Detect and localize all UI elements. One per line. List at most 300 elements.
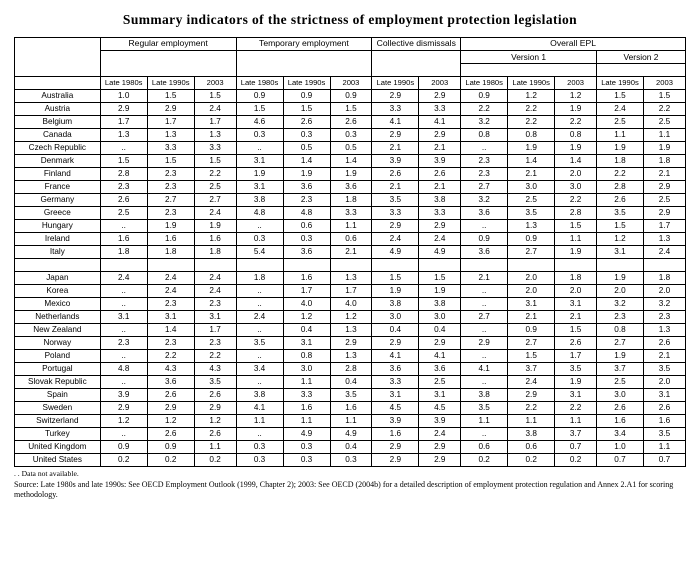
table-cell: 3.1 xyxy=(555,389,597,402)
row-country-label: Korea xyxy=(15,285,101,298)
row-country-label: Poland xyxy=(15,350,101,363)
separator-cell xyxy=(461,259,508,272)
table-cell: 0.3 xyxy=(236,454,283,467)
table-cell: 3.1 xyxy=(147,311,194,324)
header-year-0: Late 1980s xyxy=(100,77,147,90)
table-cell: 2.6 xyxy=(100,194,147,207)
table-cell: 2.9 xyxy=(372,441,419,454)
table-cell: 1.0 xyxy=(596,441,643,454)
table-cell: 3.0 xyxy=(555,181,597,194)
separator-cell xyxy=(100,259,147,272)
table-cell: 2.8 xyxy=(330,363,372,376)
header-year-7: 2003 xyxy=(419,77,461,90)
row-country-label: United States xyxy=(15,454,101,467)
row-country-label: Sweden xyxy=(15,402,101,415)
table-cell: 1.7 xyxy=(330,285,372,298)
table-cell: 3.9 xyxy=(419,155,461,168)
row-country-label: Japan xyxy=(15,272,101,285)
table-cell: 1.7 xyxy=(100,116,147,129)
table-cell: 2.2 xyxy=(508,103,555,116)
table-cell: 1.4 xyxy=(508,155,555,168)
table-cell: 2.9 xyxy=(147,103,194,116)
table-cell: 2.5 xyxy=(100,207,147,220)
table-cell: 2.5 xyxy=(508,194,555,207)
table-cell: 0.3 xyxy=(236,441,283,454)
table-cell: 1.6 xyxy=(147,233,194,246)
table-cell: 2.1 xyxy=(461,272,508,285)
table-cell: 3.0 xyxy=(508,181,555,194)
table-cell: 2.7 xyxy=(596,337,643,350)
table-cell: .. xyxy=(100,350,147,363)
table-cell: 2.9 xyxy=(644,207,686,220)
table-cell: 1.9 xyxy=(555,246,597,259)
table-cell: 2.2 xyxy=(555,194,597,207)
table-cell: 2.4 xyxy=(194,103,236,116)
table-cell: 2.1 xyxy=(419,181,461,194)
table-cell: 1.6 xyxy=(372,428,419,441)
table-row xyxy=(15,155,686,168)
table-cell: 0.3 xyxy=(236,233,283,246)
table-cell: 1.3 xyxy=(330,272,372,285)
table-cell: 3.0 xyxy=(283,363,330,376)
table-cell: 2.3 xyxy=(100,337,147,350)
table-cell: 1.2 xyxy=(596,233,643,246)
table-cell: 1.3 xyxy=(100,129,147,142)
table-cell: 3.6 xyxy=(419,363,461,376)
table-cell: 2.3 xyxy=(644,311,686,324)
table-cell: 2.2 xyxy=(555,116,597,129)
table-cell: 1.8 xyxy=(194,246,236,259)
table-cell: 1.6 xyxy=(100,233,147,246)
table-cell: 3.3 xyxy=(372,103,419,116)
row-country-label: Austria xyxy=(15,103,101,116)
table-cell: 1.1 xyxy=(283,376,330,389)
table-cell: 2.2 xyxy=(644,103,686,116)
table-cell: 0.9 xyxy=(461,90,508,103)
table-cell: 1.4 xyxy=(147,324,194,337)
table-cell: 3.5 xyxy=(372,194,419,207)
row-country-label: Norway xyxy=(15,337,101,350)
table-cell: .. xyxy=(236,285,283,298)
table-cell: 2.4 xyxy=(194,272,236,285)
header-year-12: 2003 xyxy=(644,77,686,90)
table-cell: 1.5 xyxy=(372,272,419,285)
table-row xyxy=(15,311,686,324)
table-cell: 2.1 xyxy=(372,181,419,194)
table-cell: 1.9 xyxy=(508,142,555,155)
table-cell: 3.5 xyxy=(596,207,643,220)
table-cell: 0.3 xyxy=(283,129,330,142)
table-cell: 2.4 xyxy=(194,207,236,220)
table-cell: 3.6 xyxy=(330,181,372,194)
table-cell: 2.9 xyxy=(419,129,461,142)
table-row xyxy=(15,389,686,402)
table-cell: 3.3 xyxy=(419,207,461,220)
table-cell: 4.9 xyxy=(372,246,419,259)
page-title: Summary indicators of the strictness of employment protection legislation xyxy=(122,12,578,27)
table-cell: 0.6 xyxy=(283,220,330,233)
table-cell: 0.9 xyxy=(461,233,508,246)
table-cell: 2.5 xyxy=(644,194,686,207)
table-cell: 1.1 xyxy=(236,415,283,428)
table-cell: 2.6 xyxy=(644,402,686,415)
table-cell: .. xyxy=(461,285,508,298)
table-cell: 2.6 xyxy=(596,402,643,415)
table-cell: 1.9 xyxy=(194,220,236,233)
table-cell: 1.4 xyxy=(283,155,330,168)
table-cell: 3.9 xyxy=(100,389,147,402)
table-cell: 2.4 xyxy=(147,285,194,298)
table-cell: 2.2 xyxy=(555,402,597,415)
table-cell: 3.4 xyxy=(596,428,643,441)
table-cell: 2.0 xyxy=(644,376,686,389)
table-cell: 2.2 xyxy=(194,168,236,181)
row-country-label: Greece xyxy=(15,207,101,220)
table-cell: 3.9 xyxy=(372,155,419,168)
header-year-6: Late 1990s xyxy=(372,77,419,90)
table-cell: .. xyxy=(100,324,147,337)
table-cell: 1.3 xyxy=(194,129,236,142)
table-cell: 4.6 xyxy=(236,116,283,129)
table-cell: 2.4 xyxy=(100,272,147,285)
table-cell: 0.5 xyxy=(330,142,372,155)
corner-cell xyxy=(15,38,101,77)
table-cell: 4.8 xyxy=(236,207,283,220)
table-cell: 0.2 xyxy=(100,454,147,467)
table-cell: 3.7 xyxy=(555,428,597,441)
table-cell: 1.8 xyxy=(236,272,283,285)
table-cell: 2.9 xyxy=(372,90,419,103)
table-cell: 2.9 xyxy=(100,402,147,415)
table-cell: 3.1 xyxy=(596,246,643,259)
table-cell: 1.5 xyxy=(194,90,236,103)
table-cell: 2.2 xyxy=(461,103,508,116)
table-cell: 1.7 xyxy=(555,350,597,363)
table-cell: 1.5 xyxy=(283,103,330,116)
table-cell: 0.9 xyxy=(236,90,283,103)
table-cell: 3.9 xyxy=(419,415,461,428)
table-cell: 2.4 xyxy=(419,233,461,246)
table-cell: 1.9 xyxy=(596,350,643,363)
table-cell: 1.5 xyxy=(596,220,643,233)
table-cell: 2.1 xyxy=(644,350,686,363)
separator-cell xyxy=(194,259,236,272)
table-row xyxy=(15,350,686,363)
table-cell: 2.3 xyxy=(194,298,236,311)
table-cell: 3.8 xyxy=(372,298,419,311)
table-cell: 2.4 xyxy=(419,428,461,441)
separator-cell xyxy=(236,259,283,272)
table-cell: 3.1 xyxy=(236,155,283,168)
table-cell: 3.5 xyxy=(644,428,686,441)
table-cell: 4.8 xyxy=(283,207,330,220)
table-cell: 2.3 xyxy=(147,181,194,194)
table-cell: 3.2 xyxy=(644,298,686,311)
table-cell: 2.5 xyxy=(596,376,643,389)
table-cell: 2.0 xyxy=(596,285,643,298)
table-cell: 0.9 xyxy=(100,441,147,454)
table-cell: 1.9 xyxy=(419,285,461,298)
row-country-label: Italy xyxy=(15,246,101,259)
table-cell: 2.4 xyxy=(596,103,643,116)
table-cell: 2.2 xyxy=(508,402,555,415)
table-cell: 2.9 xyxy=(372,454,419,467)
separator-cell xyxy=(283,259,330,272)
table-cell: 0.2 xyxy=(555,454,597,467)
table-cell: 1.8 xyxy=(100,246,147,259)
table-cell: 0.7 xyxy=(644,454,686,467)
table-cell: 2.9 xyxy=(419,220,461,233)
table-cell: 1.5 xyxy=(100,155,147,168)
table-cell: 3.2 xyxy=(461,194,508,207)
epl-table xyxy=(14,37,686,467)
table-cell: 2.9 xyxy=(419,90,461,103)
table-row xyxy=(15,90,686,103)
table-cell: 1.9 xyxy=(147,220,194,233)
table-cell: 0.4 xyxy=(372,324,419,337)
table-cell: 1.1 xyxy=(508,415,555,428)
header-year-3: Late 1980s xyxy=(236,77,283,90)
table-cell: 1.5 xyxy=(330,103,372,116)
table-cell: 1.7 xyxy=(644,220,686,233)
table-cell: 4.0 xyxy=(283,298,330,311)
separator-cell xyxy=(330,259,372,272)
table-cell: 0.4 xyxy=(330,376,372,389)
table-cell: 3.3 xyxy=(194,142,236,155)
table-cell: 2.8 xyxy=(100,168,147,181)
table-cell: 1.8 xyxy=(555,272,597,285)
table-cell: 1.6 xyxy=(330,402,372,415)
table-cell: 2.0 xyxy=(508,285,555,298)
table-cell: 1.5 xyxy=(236,103,283,116)
table-cell: 1.5 xyxy=(194,155,236,168)
header-spacer-version-2 xyxy=(596,64,685,77)
header-year-8: Late 1980s xyxy=(461,77,508,90)
table-cell: 3.0 xyxy=(372,311,419,324)
table-cell: 0.3 xyxy=(283,233,330,246)
table-cell: 1.9 xyxy=(596,142,643,155)
table-cell: 1.1 xyxy=(330,415,372,428)
table-cell: 0.4 xyxy=(419,324,461,337)
table-cell: 0.3 xyxy=(283,454,330,467)
group-separator-row xyxy=(15,259,686,272)
table-cell: 4.9 xyxy=(330,428,372,441)
table-cell: 0.6 xyxy=(330,233,372,246)
separator-cell xyxy=(596,259,643,272)
row-country-label: Netherlands xyxy=(15,311,101,324)
table-cell: 4.9 xyxy=(283,428,330,441)
table-cell: 2.9 xyxy=(419,337,461,350)
table-cell: 0.8 xyxy=(508,129,555,142)
table-cell: 3.1 xyxy=(100,311,147,324)
table-cell: 3.6 xyxy=(147,376,194,389)
table-cell: 2.9 xyxy=(372,220,419,233)
table-cell: 0.2 xyxy=(508,454,555,467)
table-cell: .. xyxy=(100,142,147,155)
table-cell: 4.3 xyxy=(194,363,236,376)
table-row xyxy=(15,272,686,285)
table-cell: 3.9 xyxy=(372,415,419,428)
table-row xyxy=(15,428,686,441)
table-cell: 2.6 xyxy=(596,194,643,207)
table-cell: 1.1 xyxy=(596,129,643,142)
table-cell: .. xyxy=(236,324,283,337)
header-spacer-version-1 xyxy=(461,64,597,77)
header-group-collective-dismissals: Collective dismissals xyxy=(372,38,461,51)
table-cell: 1.2 xyxy=(508,90,555,103)
table-cell: 2.3 xyxy=(283,194,330,207)
table-cell: 3.8 xyxy=(419,298,461,311)
table-cell: 2.9 xyxy=(372,337,419,350)
table-cell: 1.3 xyxy=(508,220,555,233)
table-cell: 3.5 xyxy=(194,376,236,389)
table-cell: .. xyxy=(236,220,283,233)
row-country-label: Ireland xyxy=(15,233,101,246)
table-cell: 2.9 xyxy=(330,337,372,350)
table-cell: 0.8 xyxy=(461,129,508,142)
table-cell: 0.6 xyxy=(508,441,555,454)
table-cell: 1.1 xyxy=(555,415,597,428)
row-country-label: France xyxy=(15,181,101,194)
table-cell: 2.9 xyxy=(372,129,419,142)
header-spacer-regular xyxy=(100,51,236,77)
table-cell: 1.9 xyxy=(555,142,597,155)
table-cell: 1.9 xyxy=(236,168,283,181)
separator-cell xyxy=(508,259,555,272)
table-cell: 2.7 xyxy=(461,181,508,194)
table-source: Source: Late 1980s and late 1990s: See OECD Employment Outlook (1999, Chapter 2); 2003: See OECD (2004b) for a detailed description of employment protection regulation and Annex 2.A1 for scoring methodology. xyxy=(14,480,674,499)
table-row xyxy=(15,129,686,142)
table-cell: 4.1 xyxy=(419,116,461,129)
table-row xyxy=(15,116,686,129)
table-cell: 2.1 xyxy=(508,311,555,324)
table-cell: 1.1 xyxy=(194,441,236,454)
table-cell: 1.6 xyxy=(283,402,330,415)
table-cell: 3.6 xyxy=(372,363,419,376)
table-row xyxy=(15,454,686,467)
table-cell: 2.1 xyxy=(330,246,372,259)
table-cell: 3.5 xyxy=(461,402,508,415)
table-row xyxy=(15,324,686,337)
table-body xyxy=(15,90,686,467)
table-cell: 3.1 xyxy=(555,298,597,311)
table-cell: 2.6 xyxy=(147,389,194,402)
table-cell: .. xyxy=(461,220,508,233)
table-cell: 3.1 xyxy=(372,389,419,402)
header-year-4: Late 1990s xyxy=(283,77,330,90)
table-cell: 2.9 xyxy=(194,402,236,415)
table-cell: 0.9 xyxy=(283,90,330,103)
table-cell: 0.2 xyxy=(147,454,194,467)
table-row xyxy=(15,233,686,246)
table-cell: .. xyxy=(461,428,508,441)
separator-cell xyxy=(555,259,597,272)
table-cell: 3.7 xyxy=(508,363,555,376)
table-cell: 1.5 xyxy=(147,155,194,168)
table-cell: 3.5 xyxy=(330,389,372,402)
table-cell: 4.1 xyxy=(236,402,283,415)
table-cell: 1.6 xyxy=(194,233,236,246)
table-row xyxy=(15,402,686,415)
table-cell: 3.8 xyxy=(236,194,283,207)
table-cell: 1.6 xyxy=(596,415,643,428)
table-cell: 1.9 xyxy=(555,376,597,389)
table-cell: 3.0 xyxy=(596,389,643,402)
table-cell: .. xyxy=(461,350,508,363)
table-cell: 3.3 xyxy=(419,103,461,116)
table-cell: 0.8 xyxy=(596,324,643,337)
header-spacer-collective xyxy=(372,51,461,77)
header-year-11: Late 1990s xyxy=(596,77,643,90)
table-cell: 1.1 xyxy=(330,220,372,233)
row-country-label: Switzerland xyxy=(15,415,101,428)
table-cell: 2.4 xyxy=(508,376,555,389)
table-cell: 2.4 xyxy=(147,272,194,285)
table-row xyxy=(15,194,686,207)
table-cell: 2.0 xyxy=(555,168,597,181)
table-cell: 2.3 xyxy=(147,168,194,181)
table-cell: 0.3 xyxy=(283,441,330,454)
table-row xyxy=(15,181,686,194)
table-cell: 1.0 xyxy=(100,90,147,103)
row-country-label: Portugal xyxy=(15,363,101,376)
table-cell: 0.5 xyxy=(283,142,330,155)
table-cell: .. xyxy=(100,376,147,389)
table-cell: 1.9 xyxy=(596,272,643,285)
table-row xyxy=(15,415,686,428)
table-cell: 2.6 xyxy=(372,168,419,181)
table-cell: .. xyxy=(236,376,283,389)
table-cell: 0.8 xyxy=(283,350,330,363)
table-row xyxy=(15,207,686,220)
table-cell: 1.5 xyxy=(508,350,555,363)
table-cell: 3.6 xyxy=(283,246,330,259)
header-group-temporary-employment: Temporary employment xyxy=(236,38,372,51)
table-cell: 2.7 xyxy=(147,194,194,207)
table-cell: 3.2 xyxy=(596,298,643,311)
header-subgroup-version-2: Version 2 xyxy=(596,51,685,64)
table-cell: 2.3 xyxy=(596,311,643,324)
table-cell: 4.5 xyxy=(419,402,461,415)
table-cell: 1.2 xyxy=(147,415,194,428)
table-row xyxy=(15,363,686,376)
table-cell: 1.1 xyxy=(644,441,686,454)
table-cell: 1.8 xyxy=(330,194,372,207)
table-cell: 2.9 xyxy=(419,441,461,454)
table-row xyxy=(15,441,686,454)
table-cell: 3.8 xyxy=(461,389,508,402)
table-cell: 2.4 xyxy=(644,246,686,259)
table-cell: .. xyxy=(100,298,147,311)
table-cell: 0.4 xyxy=(330,441,372,454)
table-cell: 3.8 xyxy=(508,428,555,441)
table-cell: 4.1 xyxy=(372,116,419,129)
table-cell: 4.0 xyxy=(330,298,372,311)
table-row xyxy=(15,337,686,350)
table-cell: 1.5 xyxy=(555,324,597,337)
table-cell: 0.7 xyxy=(555,441,597,454)
table-cell: 1.3 xyxy=(330,350,372,363)
table-cell: 0.3 xyxy=(330,454,372,467)
table-note: . . Data not available. xyxy=(14,469,79,478)
table-cell: 3.1 xyxy=(236,181,283,194)
table-cell: 2.1 xyxy=(372,142,419,155)
table-cell: 1.9 xyxy=(330,168,372,181)
header-year-9: Late 1990s xyxy=(508,77,555,90)
table-cell: 4.9 xyxy=(419,246,461,259)
table-cell: 0.6 xyxy=(461,441,508,454)
row-country-label: Mexico xyxy=(15,298,101,311)
